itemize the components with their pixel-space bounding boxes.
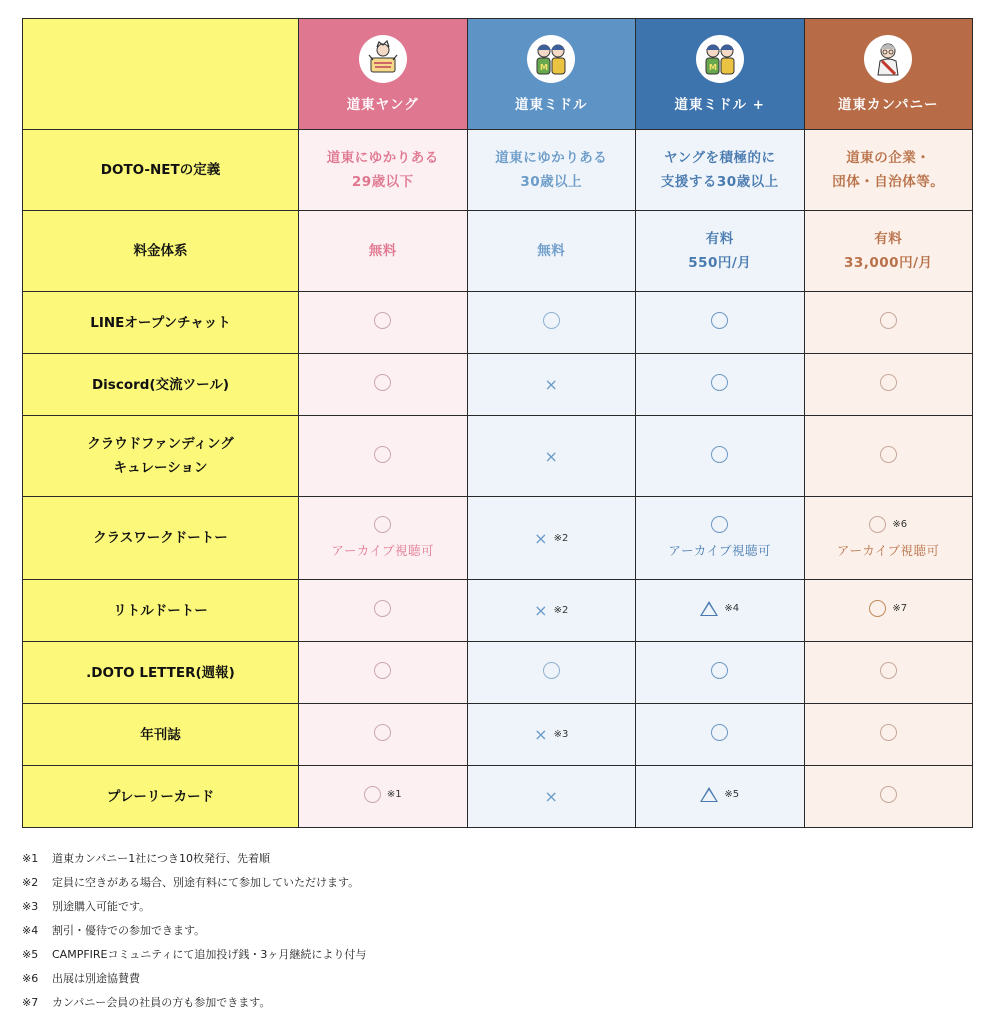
circle-icon	[711, 662, 728, 679]
fee-price: 33,000円/月	[843, 255, 933, 271]
circle-icon	[880, 786, 897, 803]
row-label	[23, 416, 299, 497]
footnote-text: 別途購入可能です。	[52, 900, 151, 913]
middle-illustration-icon	[527, 35, 575, 83]
definition-line: 支援する30歳以上	[660, 174, 779, 190]
middle-plus-illustration-icon	[696, 35, 744, 83]
row-label-line: キュレーション	[113, 460, 208, 476]
circle-icon	[374, 516, 391, 533]
triangle-icon	[700, 601, 718, 616]
header-row	[23, 19, 973, 130]
definition-line: 30歳以上	[520, 174, 583, 190]
row-label: プレーリーカード	[23, 766, 299, 828]
cross-mark: ×	[534, 725, 548, 744]
definition-line: 道東にゆかりある	[326, 150, 439, 166]
cross-mark: ×	[544, 446, 558, 466]
circle-icon	[869, 600, 886, 617]
cell-fee-company	[804, 211, 973, 292]
row-playcard	[23, 766, 973, 828]
footnote-ref: ※2	[553, 532, 569, 544]
footnote-item	[22, 942, 972, 966]
svg-text:M: M	[540, 63, 549, 72]
footnote-ref: ※6	[892, 518, 908, 530]
company-illustration-icon	[864, 35, 912, 83]
definition-line: 29歳以下	[351, 174, 414, 190]
cross-mark: ×	[544, 787, 558, 806]
footnote-key: ※5	[22, 947, 39, 961]
footnote-key: ※2	[22, 875, 39, 889]
circle-icon	[364, 786, 381, 803]
row-label: Discord(交流ツール)	[23, 354, 299, 416]
cell-definition-young	[299, 130, 468, 211]
definition-line: 道東にゆかりある	[495, 150, 608, 166]
archive-note: アーカイブ視聴可	[668, 542, 772, 558]
row-crowdfunding	[23, 416, 973, 497]
column-name: 道東ミドル	[515, 97, 588, 113]
definition-line: 団体・自治体等。	[832, 174, 945, 190]
row-fee	[23, 211, 973, 292]
definition-line: 道東の企業・	[846, 150, 931, 166]
footnote-key: ※6	[22, 971, 39, 985]
header-blank-cell	[23, 19, 299, 130]
row-label: リトルドートー	[23, 580, 299, 642]
circle-icon	[374, 662, 391, 679]
row-little	[23, 580, 973, 642]
cross-mark: ×	[534, 601, 548, 620]
row-label-line: クラウドファンディング	[87, 436, 234, 452]
circle-icon	[880, 374, 897, 391]
row-label: DOTO-NETの定義	[23, 130, 299, 211]
circle-icon	[711, 374, 728, 391]
circle-icon	[880, 724, 897, 741]
column-name: 道東ヤング	[346, 97, 419, 113]
triangle-icon	[700, 787, 718, 802]
footnote-item	[22, 966, 972, 990]
footnote-text: CAMPFIREコミュニティにて追加投げ銭・3ヶ月継続により付与	[52, 948, 367, 961]
header-middle-plus	[636, 19, 805, 130]
row-label: クラスワークドートー	[23, 497, 299, 580]
cross-mark: ×	[534, 528, 548, 548]
row-label: .DOTO LETTER(週報)	[23, 642, 299, 704]
row-discord	[23, 354, 973, 416]
circle-icon	[374, 374, 391, 391]
circle-icon	[869, 516, 886, 533]
footnote-text: カンパニー会員の社員の方も参加できます。	[52, 996, 271, 1009]
header-young	[299, 19, 468, 130]
membership-comparison-table	[22, 18, 973, 828]
cell-definition-company	[804, 130, 973, 211]
row-letter	[23, 642, 973, 704]
circle-icon	[880, 662, 897, 679]
circle-icon	[374, 446, 391, 463]
footnote-ref: ※5	[724, 789, 740, 800]
row-definition	[23, 130, 973, 211]
circle-icon	[711, 312, 728, 329]
circle-icon	[374, 600, 391, 617]
young-illustration-icon	[359, 35, 407, 83]
footnote-text: 割引・優待での参加できます。	[52, 924, 206, 937]
circle-icon	[711, 446, 728, 463]
row-annual	[23, 704, 973, 766]
row-classwork	[23, 497, 973, 580]
cell-definition-middle	[467, 130, 636, 211]
fee-text: 有料	[705, 231, 734, 247]
fee-text: 無料	[368, 243, 397, 259]
fee-price: 550円/月	[688, 255, 752, 271]
footnote-ref: ※4	[724, 603, 740, 614]
cross-mark: ×	[544, 375, 558, 394]
row-label: LINEオープンチャット	[23, 292, 299, 354]
definition-line: ヤングを積極的に	[663, 150, 776, 166]
footnote-ref: ※2	[553, 605, 569, 616]
footnote-text: 出展は別途協賛費	[52, 972, 140, 985]
column-name: 道東カンパニー	[837, 97, 939, 113]
header-middle	[467, 19, 636, 130]
footnote-ref: ※1	[386, 789, 402, 800]
footnote-key: ※3	[22, 899, 39, 913]
circle-icon	[543, 662, 560, 679]
cell-fee-middle	[467, 211, 636, 292]
cell-fee-middle-plus	[636, 211, 805, 292]
fee-text: 無料	[537, 243, 566, 259]
row-label: 年刊誌	[23, 704, 299, 766]
footnote-item	[22, 918, 972, 942]
footnote-text: 定員に空きがある場合、別途有料にて参加していただけます。	[52, 876, 360, 889]
fee-text: 有料	[874, 231, 903, 247]
circle-icon	[374, 724, 391, 741]
circle-icon	[711, 724, 728, 741]
footnote-item	[22, 990, 972, 1014]
circle-icon	[711, 516, 728, 533]
column-name: 道東ミドル +	[674, 97, 765, 113]
circle-icon	[543, 312, 560, 329]
cell-definition-middle-plus	[636, 130, 805, 211]
header-company	[804, 19, 973, 130]
footnote-ref: ※7	[892, 603, 908, 614]
archive-note: アーカイブ視聴可	[331, 542, 435, 558]
footnote-item	[22, 846, 972, 870]
footnotes	[22, 846, 972, 1014]
circle-icon	[880, 446, 897, 463]
circle-icon	[374, 312, 391, 329]
footnote-ref: ※3	[553, 729, 569, 740]
footnote-item	[22, 894, 972, 918]
footnote-item	[22, 870, 972, 894]
svg-text:M: M	[708, 63, 717, 72]
archive-note: アーカイブ視聴可	[836, 542, 940, 558]
footnote-key: ※1	[22, 851, 39, 865]
row-line	[23, 292, 973, 354]
circle-icon	[880, 312, 897, 329]
footnote-key: ※4	[22, 923, 39, 937]
footnote-text: 道東カンパニー1社につき10枚発行、先着順	[52, 852, 271, 865]
cell-fee-young	[299, 211, 468, 292]
footnote-key: ※7	[22, 995, 39, 1009]
row-label: 料金体系	[23, 211, 299, 292]
